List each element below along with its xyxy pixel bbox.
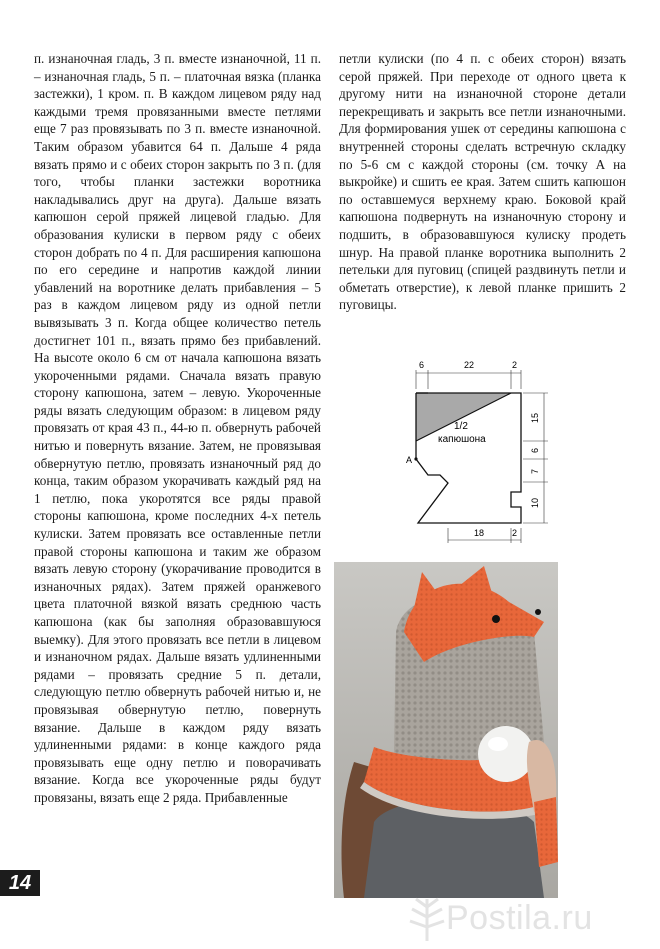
dim-right-2: 6 — [530, 447, 540, 453]
dim-top-left: 6 — [419, 360, 425, 370]
postila-watermark — [400, 893, 660, 949]
dim-bottom-right: 2 — [512, 528, 518, 538]
diagram-label-part: капюшона — [438, 434, 486, 445]
dim-top-right: 2 — [512, 360, 518, 370]
hood-pattern-diagram — [398, 345, 558, 555]
diagram-label-half: 1/2 — [454, 421, 468, 432]
dim-top-mid: 22 — [464, 360, 475, 370]
page-number: 14 — [0, 870, 40, 896]
right-column-text: петли кулиски (по 4 п. с обеих сторон) вязать серой пряжей. При переходе от одного цвета к другому нити на изнаночной стороне детали перекрещивать и закрыть все петли изнаночными. Для формирования ушек от середины капюшона с внутренней стороны сделать встречную складку по 5-6 см с каждой стороны (см. точку А на выкройке) и сшить ее края. Затем сшить капюшон по оставшемуся верхнему краю. Боковой край капюшона подвернуть на изнаночную сторону и подшить, в образовавшуюся кулиску продеть шнур. На правой планке воротника выполнить 2 петельки для пуговиц (спицей раздвинуть петли и обметать отверстие), к левой планке пришить 2 пуговицы. — [339, 51, 626, 313]
diagram-point-label: A — [406, 455, 413, 465]
knitted-fox-hood-photo — [334, 562, 558, 898]
dim-right-3: 7 — [530, 468, 540, 474]
article-column-left — [34, 50, 321, 807]
dim-bottom-mid: 18 — [474, 528, 485, 538]
watermark-text: Postila.ru — [446, 899, 593, 937]
left-column-text: п. изнаночная гладь, 3 п. вместе изнаночной, 11 п. – изнаночная гладь, 5 п. – платочная вязка (планка застежки), 1 кром. п. В каждом лицевом ряду над каждыми тремя провязанными вместе петлями еще 7 раз провязывать по 3 п. вместе изнаночной. Таким образом убавится 64 п. Дальше 4 ряда вязать прямо и с обеих сторон закрыть по 3 п. (для того, чтобы планки застежки воротника накладывались друг на друга). Дальше вязать капюшон серой пряжей лицевой гладью. Для образования кулиски в первом ряду с обеих сторон добрать по 4 п. Для расширения капюшона по его середине и напротив каждой линии убавлений на воротнике делать прибавления – 5 раз в каждом лицевом ряду из одной петли вывязывать 3 п. Когда общее количество петель достигнет 101 п., вязать прямо без прибавлений. На высоте около 6 см от начала капюшона вязать укороченными рядами. Сначала вязать правую сторону капюшона, затем – левую. Укороченные ряды вязать следующим образом: в лицевом ряду провязать от края 43 п., 44-ю п. обвернуть рабочей нитью и повернуть вязание. Затем, не провязывая обвернутую петлю, провязать изнаночный ряд до конца, таким образом укорачивать каждый ряд на 1 петлю, пока укоротятся все ряды правой стороны капюшона, кроме последних 4-х петель кулиски. Затем провязать все оставленные петли правой стороны капюшона и таким же образом вязать левую сторону (укорачивание проводится в изнаночных рядах). Затем пряжей оранжевого цвета платочной вязкой вязать среднюю часть капюшона (как бы заполняя образовавшуюся выемку). Для этого провязать все петли в лицевом и изнаночном рядах. Дальше вязать удлиненными рядами – провязать средние 5 п. детали, следующую петлю обвернуть рабочей нитью и, не провязывая обвернутую петлю, повернуть вязание. Дальше в каждом ряду вязать удлиненными рядами: в конце каждого ряда провязывать еще одну петлю и поворачивать вязание. Когда все укороченные ряды будут провязаны, вязать еще 2 ряда. Прибавленные — [34, 51, 321, 805]
article-column-right — [339, 50, 626, 314]
dim-right-4: 10 — [530, 497, 540, 508]
dim-right-1: 15 — [530, 412, 540, 423]
